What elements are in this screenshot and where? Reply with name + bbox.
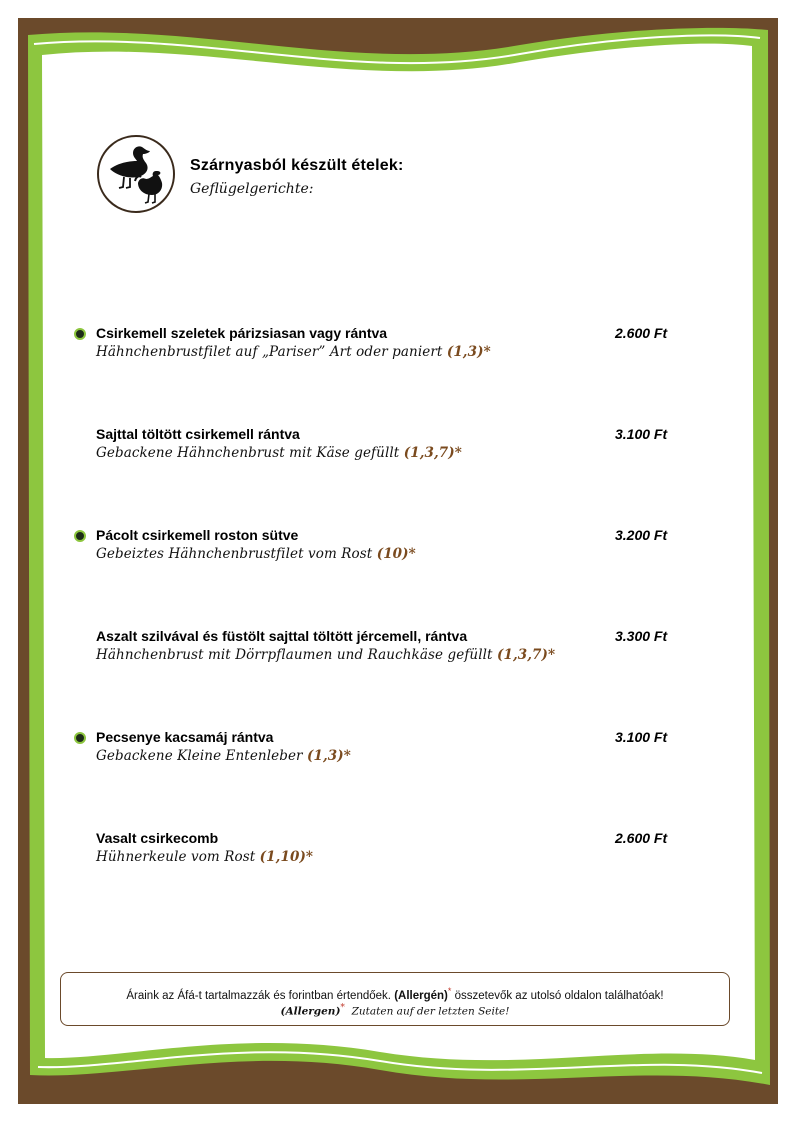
menu-item bbox=[0, 426, 795, 476]
dish-subtitle: Gebackene Kleine Entenleber (1,3)* bbox=[96, 748, 351, 764]
dish-price: 2.600 Ft bbox=[615, 325, 668, 341]
menu-item bbox=[0, 729, 795, 779]
allergen-codes: (1,3,7)* bbox=[403, 445, 462, 461]
dish-subtitle: Hähnchenbrustfilet auf „Pariser” Art oder paniert (1,3)* bbox=[96, 344, 491, 360]
page-subtitle: Geflügelgerichte: bbox=[190, 181, 314, 197]
bullet-icon bbox=[74, 732, 86, 744]
page-title: Szárnyasból készült ételek: bbox=[190, 157, 404, 174]
note-line-hu: Áraink az Áfá-t tartalmazzák és forintban értendőek. (Allergén)* összetevők az utolsó oldalon találhatóak! bbox=[126, 986, 664, 1002]
menu-item bbox=[0, 830, 795, 880]
allergen-codes: (1,3)* bbox=[307, 748, 351, 764]
allergen-codes: (10)* bbox=[376, 546, 416, 562]
dish-price: 3.100 Ft bbox=[615, 426, 668, 442]
menu-item bbox=[0, 628, 795, 678]
dish-name: Aszalt szilvával és füstölt sajttal töltött jércemell, rántva bbox=[96, 628, 468, 644]
duck-and-hen-icon bbox=[96, 133, 176, 215]
dish-price: 2.600 Ft bbox=[615, 830, 668, 846]
dish-name: Vasalt csirkecomb bbox=[96, 830, 219, 846]
allergen-codes: (1,10)* bbox=[259, 849, 314, 865]
bullet-icon bbox=[74, 328, 86, 340]
bullet-icon bbox=[74, 530, 86, 542]
price-note-box bbox=[60, 972, 730, 1026]
dish-name: Sajttal töltött csirkemell rántva bbox=[96, 426, 300, 442]
dish-price: 3.300 Ft bbox=[615, 628, 668, 644]
menu-item bbox=[0, 527, 795, 577]
dish-subtitle: Gebeiztes Hähnchenbrustfilet vom Rost (10)* bbox=[96, 546, 416, 562]
allergen-codes: (1,3,7)* bbox=[496, 647, 556, 663]
allergen-codes: (1,3)* bbox=[446, 344, 491, 360]
dish-subtitle: Hähnchenbrust mit Dörrpflaumen und Rauchkäse gefüllt (1,3,7)* bbox=[96, 647, 556, 663]
dish-name: Csirkemell szeletek párizsiasan vagy rántva bbox=[96, 325, 388, 341]
dish-name: Pácolt csirkemell roston sütve bbox=[96, 527, 299, 543]
note-line-de: (Allergen)* Zutaten auf der letzten Seite! bbox=[280, 1003, 510, 1018]
dish-price: 3.200 Ft bbox=[615, 527, 668, 543]
dish-name: Pecsenye kacsamáj rántva bbox=[96, 729, 274, 745]
dish-subtitle: Gebackene Hähnchenbrust mit Käse gefüllt (1,3,7)* bbox=[96, 445, 462, 461]
menu-item bbox=[0, 325, 795, 375]
dish-price: 3.100 Ft bbox=[615, 729, 668, 745]
dish-subtitle: Hühnerkeule vom Rost (1,10)* bbox=[96, 849, 314, 865]
